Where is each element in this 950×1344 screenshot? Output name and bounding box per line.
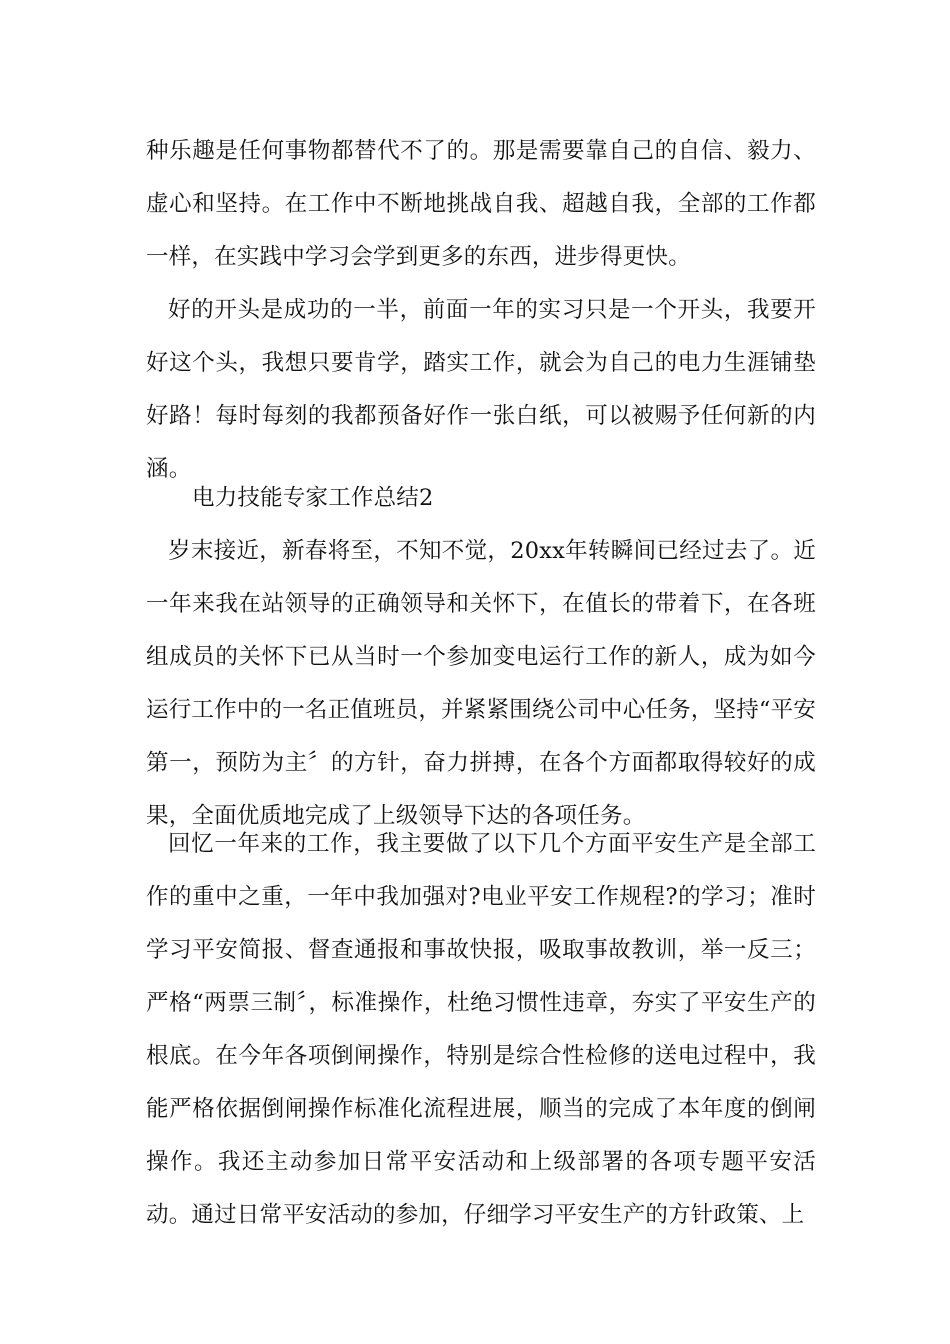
paragraph: 好的开头是成功的一半，前面一年的实习只是一个开头，我要开好这个头，我想只要肯学，踏实工作，就会为自己的电力生涯铺垫好路！每时每刻的我都预备好作一张白纸，可以被赐予任何新的内涵。 <box>146 297 816 482</box>
section-title: 电力技能专家工作总结2 <box>192 485 434 511</box>
paragraph-continuation: 种乐趣是任何事物都替代不了的。那是需要靠自己的自信、毅力、虚心和坚持。在工作中不断地挑战自我、超越自我，全部的工作都一样，在实践中学习会学到更多的东西，进步得更快。 <box>146 138 816 270</box>
paragraph: 回忆一年来的工作，我主要做了以下几个方面平安生产是全部工作的重中之重，一年中我加强对?电业平安工作规程?的学习；准时学习平安简报、督查通报和事故快报，吸取事故教训，举一反三；严格“两票三制〞，标准操作，杜绝习惯性违章，夯实了平安生产的根底。在今年各项倒闸操作，特别是综合性检修的送电过程中，我能严格依据倒闸操作标准化流程进展，顺当的完成了本年度的倒闸操作。我还主动参加日常平安活动和上级部署的各项专题平安活动。通过日常平安活动的参加，仔细学习平安生产的方针政策、上 <box>146 831 816 1228</box>
paragraph: 岁末接近，新春将至，不知不觉，20xx年转瞬间已经过去了。近一年来我在站领导的正确领导和关怀下，在值长的带着下，在各班组成员的关怀下已从当时一个参加变电运行工作的新人，成为如今运行工作中的一名正值班员，并紧紧围绕公司中心任务，坚持“平安第一，预防为主〞的方针，奋力拼搏，在各个方面都取得较好的成果，全面优质地完成了上级领导下达的各项任务。 <box>146 538 817 829</box>
